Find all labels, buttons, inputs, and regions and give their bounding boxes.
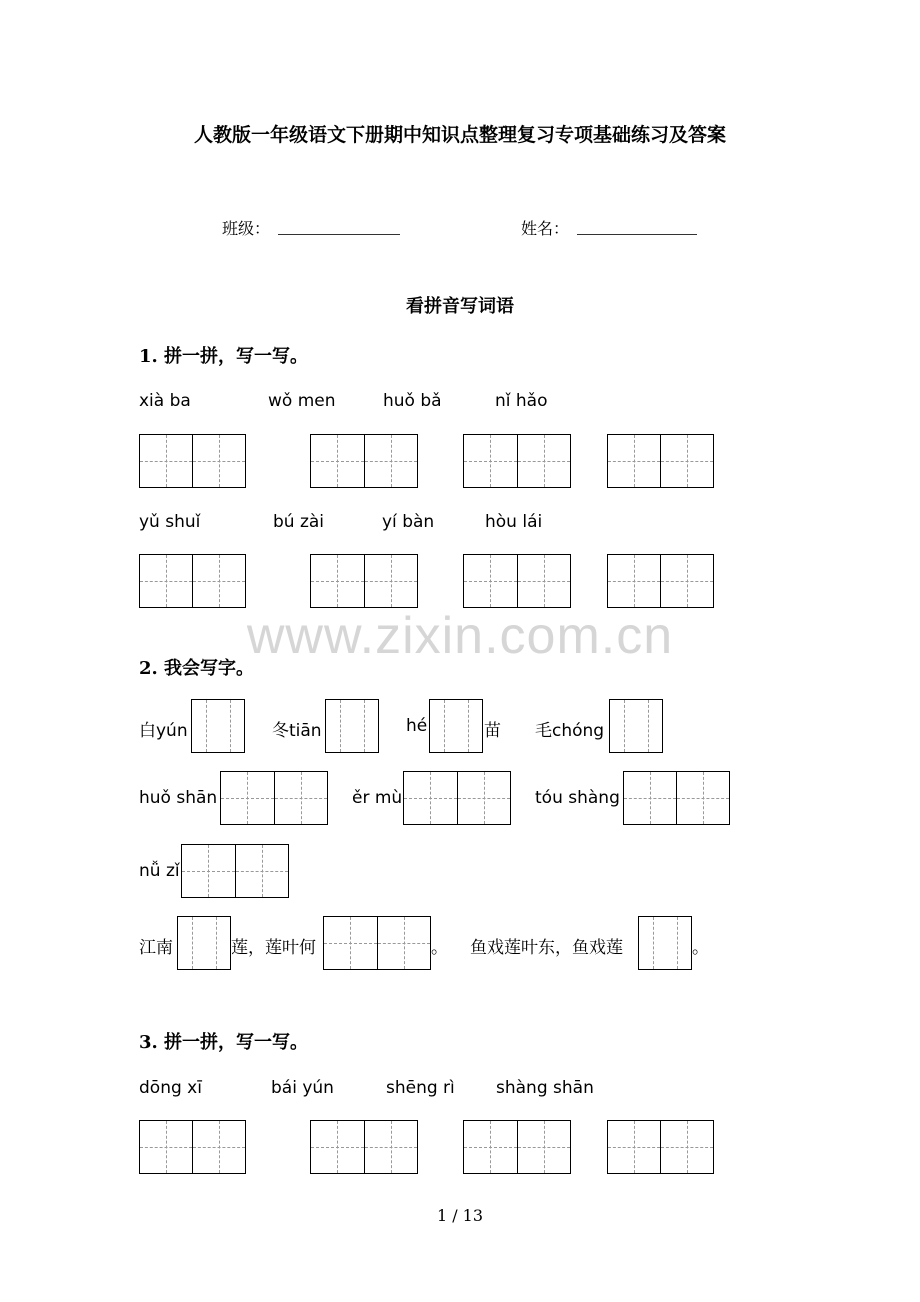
writing-grid[interactable] bbox=[463, 554, 571, 608]
writing-box[interactable] bbox=[609, 699, 663, 753]
writing-grid[interactable] bbox=[310, 554, 418, 608]
pinyin-label: xià ba bbox=[139, 391, 191, 411]
writing-grid[interactable] bbox=[139, 434, 246, 488]
prompt-text: 冬tiān bbox=[272, 721, 322, 741]
writing-box[interactable] bbox=[638, 916, 692, 970]
prompt-text: nǚ zǐ bbox=[139, 861, 180, 881]
writing-box[interactable] bbox=[177, 916, 231, 970]
pinyin-label: bú zài bbox=[273, 512, 325, 532]
prompt-text: 毛chóng bbox=[535, 721, 605, 741]
writing-grid[interactable] bbox=[607, 1120, 714, 1174]
section-title: 看拼音写词语 bbox=[406, 296, 514, 317]
prompt-text: 鱼戏莲叶东，鱼戏莲 bbox=[470, 938, 623, 958]
writing-box[interactable] bbox=[429, 699, 483, 753]
class-field[interactable] bbox=[278, 216, 400, 235]
prompt-text: 。 bbox=[692, 938, 709, 958]
pinyin-label: huǒ bǎ bbox=[383, 391, 442, 411]
writing-grid[interactable] bbox=[181, 844, 289, 898]
writing-grid[interactable] bbox=[323, 916, 431, 970]
pinyin-label: nǐ hǎo bbox=[495, 391, 548, 411]
writing-grid[interactable] bbox=[310, 1120, 418, 1174]
question-2-heading: 2. 我会写字。 bbox=[139, 658, 255, 679]
writing-box[interactable] bbox=[325, 699, 379, 753]
prompt-text: 莲，莲叶何 bbox=[231, 938, 316, 958]
pinyin-label: shēng rì bbox=[386, 1078, 455, 1098]
pinyin-label: hòu lái bbox=[485, 512, 543, 532]
pinyin-label: yǔ shuǐ bbox=[139, 512, 201, 532]
writing-box[interactable] bbox=[191, 699, 245, 753]
pinyin-label: wǒ men bbox=[268, 391, 336, 411]
pinyin-label: yí bàn bbox=[382, 512, 435, 532]
writing-grid[interactable] bbox=[139, 1120, 246, 1174]
prompt-text: tóu shàng bbox=[535, 788, 620, 808]
prompt-text: 。 bbox=[431, 938, 448, 958]
prompt-text: 白yún bbox=[139, 721, 188, 741]
writing-grid[interactable] bbox=[463, 1120, 571, 1174]
question-1-heading: 1. 拼一拼，写一写。 bbox=[139, 346, 309, 367]
pinyin-label: dōng xī bbox=[139, 1078, 202, 1098]
writing-grid[interactable] bbox=[623, 771, 730, 825]
page-number: 1 / 13 bbox=[436, 1206, 484, 1225]
pinyin-label: bái yún bbox=[271, 1078, 334, 1098]
page-title: 人教版一年级语文下册期中知识点整理复习专项基础练习及答案 bbox=[193, 124, 726, 146]
writing-grid[interactable] bbox=[607, 434, 714, 488]
prompt-text: hé bbox=[406, 716, 428, 736]
writing-grid[interactable] bbox=[463, 434, 571, 488]
writing-grid[interactable] bbox=[220, 771, 328, 825]
class-label: 班级： bbox=[222, 219, 271, 238]
watermark: www.zixin.com.cn bbox=[246, 607, 674, 665]
prompt-text: huǒ shān bbox=[139, 788, 218, 808]
name-label: 姓名： bbox=[521, 219, 570, 238]
prompt-text: ěr mù bbox=[352, 788, 403, 808]
writing-grid[interactable] bbox=[403, 771, 511, 825]
writing-grid[interactable] bbox=[139, 554, 246, 608]
writing-grid[interactable] bbox=[310, 434, 418, 488]
writing-grid[interactable] bbox=[607, 554, 714, 608]
prompt-text: 江南 bbox=[139, 938, 173, 958]
pinyin-label: shàng shān bbox=[496, 1078, 594, 1098]
question-3-heading: 3. 拼一拼，写一写。 bbox=[139, 1032, 309, 1053]
name-field[interactable] bbox=[577, 216, 697, 235]
prompt-text: 苗 bbox=[484, 721, 501, 741]
